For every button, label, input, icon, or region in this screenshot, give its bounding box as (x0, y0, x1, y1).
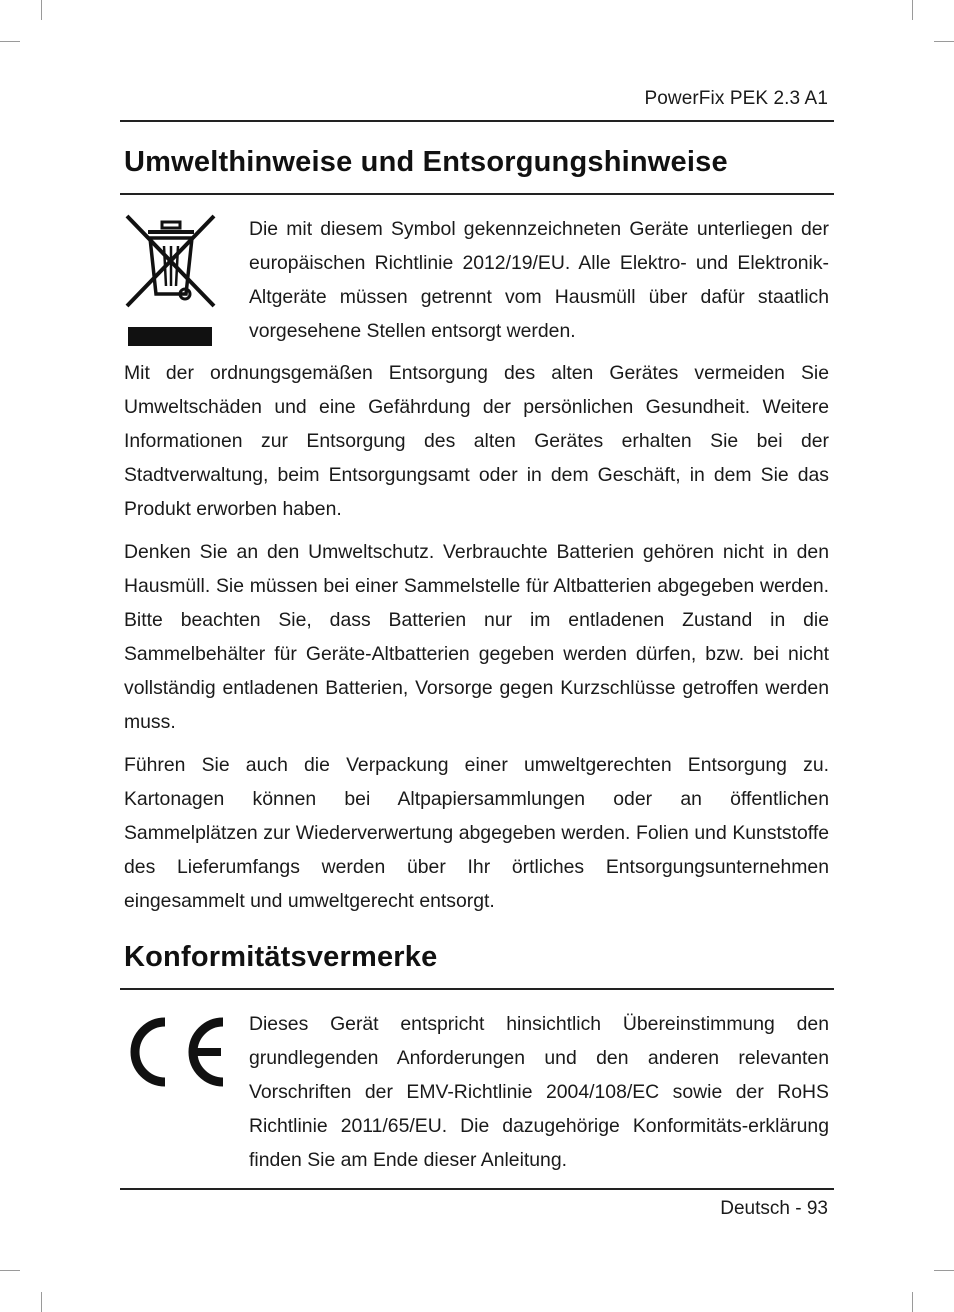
section-title-environment: Umwelthinweise und Entsorgungshinweise (124, 146, 728, 178)
crossed-out-wheelie-bin-icon (122, 210, 220, 350)
crop-mark (0, 41, 20, 42)
crop-mark (934, 41, 954, 42)
crop-mark (934, 1270, 954, 1271)
crop-mark (912, 1292, 913, 1312)
footer-rule (120, 1188, 834, 1190)
header-rule (120, 120, 834, 122)
crop-mark (0, 1270, 20, 1271)
running-header: PowerFix PEK 2.3 A1 (644, 88, 828, 109)
ce-symbol-description: Dieses Gerät entspricht hinsichtlich Übereinstimmung den grundlegenden Anforderungen und den anderen relevanten Vorschriften der EMV-Richtlinie 2004/108/EC sowie der RoHS Richtlinie 2011/65/EU. Die dazugehörige Konformitäts-erklärung finden Sie am Ende dieser Anleitung. (249, 1013, 829, 1171)
crop-mark (912, 0, 913, 20)
crop-mark (41, 1292, 42, 1312)
section-rule (120, 988, 834, 990)
weee-symbol-description: Die mit diesem Symbol gekennzeichneten Geräte unterliegen der europäischen Richtlinie 2012/19/EU. Alle Elektro- und Elektronik-Altgeräte müssen getrennt vom Hausmüll über dafür staatlich vorgesehene Stellen entsorgt werden. (249, 218, 829, 342)
paragraph-packaging: Führen Sie auch die Verpackung einer umweltgerechten Entsorgung zu. Kartonagen können bei Altpapiersammlungen oder an öffentlichen Sammelplätzen zur Wiederverwertung abgegeben werden. Folien und Kunststoffe des Lieferumfangs werden über Ihr örtliches Entsorgungsunternehmen eingesammelt und umweltgerecht entsorgt. (124, 754, 829, 912)
paragraph-disposal: Mit der ordnungsgemäßen Entsorgung des alten Gerätes vermeiden Sie Umweltschäden und eine Gefährdung der persönlichen Gesundheit. Weitere Informationen zur Entsorgung des alten Gerätes erhalten Sie bei der Stadtverwaltung, beim Entsorgungsamt oder in dem Geschäft, in dem Sie das Produkt erworben haben. (124, 362, 829, 520)
section-title-conformity: Konformitätsvermerke (124, 941, 438, 973)
page-number: Deutsch - 93 (720, 1198, 828, 1219)
section-rule (120, 193, 834, 195)
paragraph-batteries: Denken Sie an den Umweltschutz. Verbrauchte Batterien gehören nicht in den Hausmüll. Sie müssen bei einer Sammelstelle für Altbatterien abgegeben werden. Bitte beachten Sie, dass Batterien nur im entladenen Zustand in die Sammelbehälter für Geräte-Altbatterien gegeben werden dürfen, bzw. bei nicht vollständig entladenen Batterien, Vorsorge gegen Kurzschlüsse getroffen werden muss. (124, 541, 829, 733)
crop-mark (41, 0, 42, 20)
ce-mark-icon (122, 1014, 228, 1090)
